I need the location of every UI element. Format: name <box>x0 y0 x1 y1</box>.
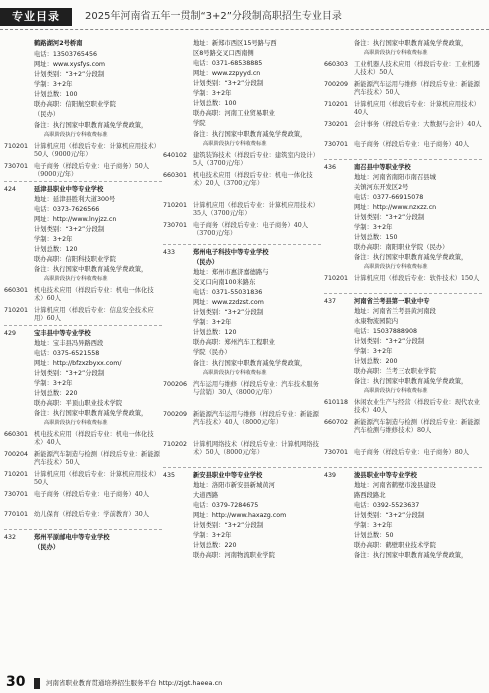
school-or-major-code: 660303 <box>324 61 349 68</box>
info-line: 地址：宝丰县冯异路西段 <box>34 340 104 347</box>
info-line: 学制：3+2年 <box>34 380 73 387</box>
info-line: 备注：执行国家中职教育减免学费政策， <box>354 552 468 559</box>
school-or-major-code: 610118 <box>324 399 349 406</box>
major-entry: 电子商务（样段后专业：电子商务）40人（3700元/年） <box>193 222 309 238</box>
info-line: 联办高职：河南工业贸易职业 <box>193 110 275 117</box>
major-entry: 新能源汽车运用与维修（样段后专业：新能源汽车技术）40人（8000元/年） <box>193 411 319 427</box>
school-name: （民办） <box>193 259 219 266</box>
school-or-major-code: 435 <box>163 472 176 479</box>
school-or-major-code: 710201 <box>163 202 188 209</box>
info-line: 计划总数：120 <box>34 246 78 253</box>
info-line: 学制：3+2年 <box>193 90 232 97</box>
fee-note: 高职阶段执行专科收费标准 <box>44 276 108 282</box>
info-line: 计划总数：200 <box>354 358 398 365</box>
info-line: 网址：www.xysfys.com <box>34 61 106 68</box>
school-name: 宝丰县中等专业学校 <box>34 330 91 337</box>
info-line: 地址：河南省南阳市南召县城 <box>354 174 436 181</box>
info-line: 学制：3+2年 <box>354 224 393 231</box>
major-entry: 计算机应用（样段后专业：计算机应用技术）40人 <box>354 101 480 117</box>
info-line: 电话：13503765456 <box>34 51 97 58</box>
info-line: 学制：3+2年 <box>34 81 73 88</box>
school-name: 新安县职业中等专业学校 <box>193 472 263 479</box>
info-line: 关镇河东开发区2号 <box>354 184 409 191</box>
info-line: 学制：3+2年 <box>193 319 232 326</box>
header-divider <box>0 29 489 30</box>
school-or-major-code: 710202 <box>163 441 188 448</box>
school-or-major-code: 730701 <box>324 141 349 148</box>
info-line: 计划总数：100 <box>34 91 78 98</box>
fee-note: 高职阶段执行专科收费标准 <box>203 141 267 147</box>
school-or-major-code: 436 <box>324 164 337 171</box>
school-name: 鹤路湖河2号桥南 <box>34 40 83 47</box>
school-or-major-code: 660301 <box>163 172 188 179</box>
school-or-major-code: 429 <box>4 330 17 337</box>
school-or-major-code: 700209 <box>163 411 188 418</box>
info-line: 计划总数：100 <box>193 100 237 107</box>
info-line: 备注：执行国家中职教育减免学费政策， <box>34 122 148 129</box>
page-header <box>0 0 489 38</box>
major-entry: 工业机器人技术应用（样段后专业：工业机器人技术）50人 <box>354 61 480 77</box>
info-line: 地址：河南省鹤壁市浚县建设 <box>354 482 436 489</box>
school-name: 河南省兰考县第一职业中专 <box>354 298 430 305</box>
info-line: 电话：0373-7626566 <box>34 206 100 213</box>
major-entry: 计算机应用（样段后专业：计算机应用技术）35人（3700元/年） <box>193 202 319 218</box>
fee-note: 高职阶段执行专科收费标准 <box>44 420 108 426</box>
info-line: 联办高职：河南物流职业学院 <box>193 552 275 559</box>
fee-note: 高职阶段执行专科收费标准 <box>364 264 428 270</box>
info-line: 网址：www.zzpyyd.cn <box>193 70 261 77</box>
info-line: 电话：15037888908 <box>354 328 417 335</box>
school-or-major-code: 730701 <box>324 449 349 456</box>
school-or-major-code: 660301 <box>4 431 29 438</box>
school-name: 南召县中等职业学校 <box>354 164 411 171</box>
footer-text: 河南省职业教育贯通培养招生服务平台 http://zjgt.haeea.cn <box>46 679 223 687</box>
major-entry: 电子商务（样段后专业：电子商务）80人 <box>354 449 470 456</box>
school-or-major-code: 770101 <box>4 511 29 518</box>
info-line: （民办） <box>34 111 60 118</box>
info-line: 电话：0392-5523637 <box>354 502 420 509</box>
school-or-major-code: 424 <box>4 186 17 193</box>
school-name: 郑州平原邮电中等专业学校 <box>34 534 110 541</box>
info-line: 学制：3+2年 <box>354 348 393 355</box>
fee-note: 高职阶段执行专科收费标准 <box>203 370 267 376</box>
school-or-major-code: 660702 <box>324 419 349 426</box>
entry-divider <box>163 467 321 468</box>
school-or-major-code: 710201 <box>4 307 29 314</box>
fee-note: 高职阶段执行专科收费标准 <box>364 388 428 394</box>
info-line: 联办高职：郑州汽车工程职业 <box>193 339 275 346</box>
fee-note: 高职阶段执行专科收费标准 <box>364 50 428 56</box>
info-line: 计划类别：“3+2”分段制 <box>354 512 425 519</box>
info-line: 计划总数：220 <box>193 542 237 549</box>
page-number: 30 <box>6 674 26 690</box>
school-or-major-code: 710201 <box>4 143 29 150</box>
info-line: 计划类别：“3+2”分段制 <box>354 338 425 345</box>
info-line: 网址：http://bfzxzbyxx.com/ <box>34 360 122 367</box>
info-line: 学院 <box>193 120 206 127</box>
info-line: 计划总数：120 <box>193 329 237 336</box>
school-or-major-code: 730201 <box>324 121 349 128</box>
info-line: 地址：河南省兰考县黄河南段 <box>354 308 436 315</box>
info-line: 区8号路交叉口西南侧 <box>193 50 254 57</box>
info-line: 网址：www.zzdzst.com <box>193 299 264 306</box>
info-line: 学院（民办） <box>193 349 231 356</box>
info-line: 计划类别：“3+2”分段制 <box>34 71 105 78</box>
info-line: 电话：0377-66915078 <box>354 194 424 201</box>
entry-divider <box>324 159 482 160</box>
major-entry: 计算机网络技术（样段后专业：计算机网络技术）50人（8000元/年） <box>193 441 319 457</box>
info-line: 路西段路北 <box>354 492 386 499</box>
major-entry: 会计事务（样段后专业：大数据与会计）40人 <box>354 121 482 128</box>
major-entry: 计算机应用（样段后专业：计算机应用技术）50人（9000元/年） <box>34 143 160 159</box>
major-entry: 电子商务（样段后专业：电子商务）50人（9000元/年） <box>34 163 150 179</box>
school-name: 浚县职业中等专业学校 <box>354 472 417 479</box>
school-or-major-code: 700204 <box>4 451 29 458</box>
major-entry: 休闲农业生产与经营（样段后专业：现代农业技术）40人 <box>354 399 480 415</box>
entry-divider <box>163 244 321 245</box>
school-or-major-code: 432 <box>4 534 17 541</box>
info-line: 永康物流园院内 <box>354 318 399 325</box>
major-entry: 新能源汽车制造与检测（样段后专业：新能源汽车技术）50人 <box>34 451 160 467</box>
info-line: 备注：执行国家中职教育减免学费政策， <box>34 266 148 273</box>
fee-note: 高职阶段执行专科收费标准 <box>44 132 108 138</box>
entry-divider <box>324 467 482 468</box>
info-line: 联办高职：平顶山职业技术学院 <box>34 400 123 407</box>
info-line: 学制：3+2年 <box>354 522 393 529</box>
school-or-major-code: 730701 <box>4 163 29 170</box>
info-line: 地址：新郑市西区15号路与西 <box>193 40 277 47</box>
page-footer <box>0 672 489 693</box>
info-line: 联办高职：兰考三农职业学院 <box>354 368 436 375</box>
info-line: 计划类别：“3+2”分段制 <box>34 370 105 377</box>
major-entry: 建筑装饰技术（样段后专业：建筑室内设计）5人（3700元/年） <box>193 152 319 168</box>
entry-divider <box>4 181 162 182</box>
info-line: 电话：0371-55031836 <box>193 289 263 296</box>
info-line: 备注：执行国家中职教育减免学费政策， <box>354 378 468 385</box>
major-entry: 计算机应用（样段后专业：信息安全技术应用）60人 <box>34 307 154 323</box>
info-line: 交叉口向南100米路东 <box>193 279 256 286</box>
info-line: 联办高职：南阳职业学院（民办） <box>354 244 449 251</box>
info-line: 备注：执行国家中职教育减免学费政策， <box>354 40 468 47</box>
info-line: 计划类别：“3+2”分段制 <box>34 226 105 233</box>
info-line: 网址：http://www.lnyjzz.cn <box>34 216 117 223</box>
info-line: 计划类别：“3+2”分段制 <box>193 80 264 87</box>
major-entry: 机电技术应用（样段后专业：机电一体化技术）60人 <box>34 287 154 303</box>
school-or-major-code: 710201 <box>324 101 349 108</box>
info-line: 学制：3+2年 <box>34 236 73 243</box>
info-line: 电话：0371-68538885 <box>193 60 263 67</box>
info-line: 计划类别：“3+2”分段制 <box>354 214 425 221</box>
info-line: 计划总数：220 <box>34 390 78 397</box>
info-line: 计划总数：150 <box>354 234 398 241</box>
info-line: 地址：郑州市惠济嘉德路与 <box>193 269 269 276</box>
info-line: 网址：http://www.haxazg.com <box>193 512 287 519</box>
school-or-major-code: 640102 <box>163 152 188 159</box>
info-line: 学制：3+2年 <box>193 532 232 539</box>
major-entry: 新能源汽车制造与检测（样段后专业：新能源汽车检测与维修技术）80人 <box>354 419 480 435</box>
info-line: 大道西路 <box>193 492 219 499</box>
entry-divider <box>4 325 162 326</box>
info-line: 电话：0379-7284675 <box>193 502 259 509</box>
school-or-major-code: 730701 <box>4 491 29 498</box>
major-entry: 幼儿保育（样段后专业：学前教育）30人 <box>34 511 150 518</box>
info-line: 地址：延津县胜利大道300号 <box>34 196 116 203</box>
school-or-major-code: 710201 <box>324 275 349 282</box>
school-or-major-code: 730701 <box>163 222 188 229</box>
major-entry: 电子商务（样段后专业：电子商务）40人 <box>34 491 150 498</box>
info-line: 计划类别：“3+2”分段制 <box>193 309 264 316</box>
school-name: 郑州电子科技中等专业学校 <box>193 249 269 256</box>
school-name: 延津县职业中等专业学校 <box>34 186 104 193</box>
info-line: 备注：执行国家中职教育减免学费政策， <box>193 131 307 138</box>
entry-divider <box>4 529 162 530</box>
info-line: 备注：执行国家中职教育减免学费政策， <box>193 360 307 367</box>
page-title: 2025年河南省五年一贯制“3+2”分段制高职招生专业目录 <box>85 11 342 22</box>
school-or-major-code: 700209 <box>324 81 349 88</box>
info-line: 联办高职：信阳科技职业学院 <box>34 256 116 263</box>
school-or-major-code: 710201 <box>4 471 29 478</box>
major-entry: 汽车运用与维修（样段后专业：汽车技术服务与营销）30人（8000元/年） <box>193 381 319 397</box>
major-entry: 计算机应用（样段后专业：计算机应用技术）50人 <box>34 471 160 487</box>
info-line: 地址：洛阳市新安县新城黄河 <box>193 482 275 489</box>
section-tag: 专业目录 <box>0 8 72 26</box>
major-entry: 机电技术应用（样段后专业：机电一体化技术）40人 <box>34 431 154 447</box>
footer-marker <box>34 678 40 689</box>
major-entry: 计算机应用（样段后专业：软件技术）150人 <box>354 275 480 282</box>
info-line: 联办高职：鹤壁职业技术学院 <box>354 542 436 549</box>
major-entry: 新能源汽车运用与维修（样段后专业：新能源汽车技术）50人 <box>354 81 480 97</box>
info-line: 网址：http://www.nzxzz.cn <box>354 204 437 211</box>
school-name: （民办） <box>34 544 60 551</box>
entry-divider <box>324 293 482 294</box>
info-line: 备注：执行国家中职教育减免学费政策， <box>34 410 148 417</box>
info-line: 计划总数：50 <box>354 532 394 539</box>
major-entry: 机电技术应用（样段后专业：机电一体化技术）20人（3700元/年） <box>193 172 313 188</box>
school-or-major-code: 433 <box>163 249 176 256</box>
school-or-major-code: 439 <box>324 472 337 479</box>
info-line: 备注：执行国家中职教育减免学费政策， <box>354 254 468 261</box>
school-or-major-code: 437 <box>324 298 337 305</box>
info-line: 电话：0375-6521558 <box>34 350 100 357</box>
info-line: 计划类别：“3+2”分段制 <box>193 522 264 529</box>
info-line: 联办高职：信阳航空职业学院 <box>34 101 116 108</box>
school-or-major-code: 660301 <box>4 287 29 294</box>
school-or-major-code: 700206 <box>163 381 188 388</box>
major-entry: 电子商务（样段后专业：电子商务）40人 <box>354 141 470 148</box>
